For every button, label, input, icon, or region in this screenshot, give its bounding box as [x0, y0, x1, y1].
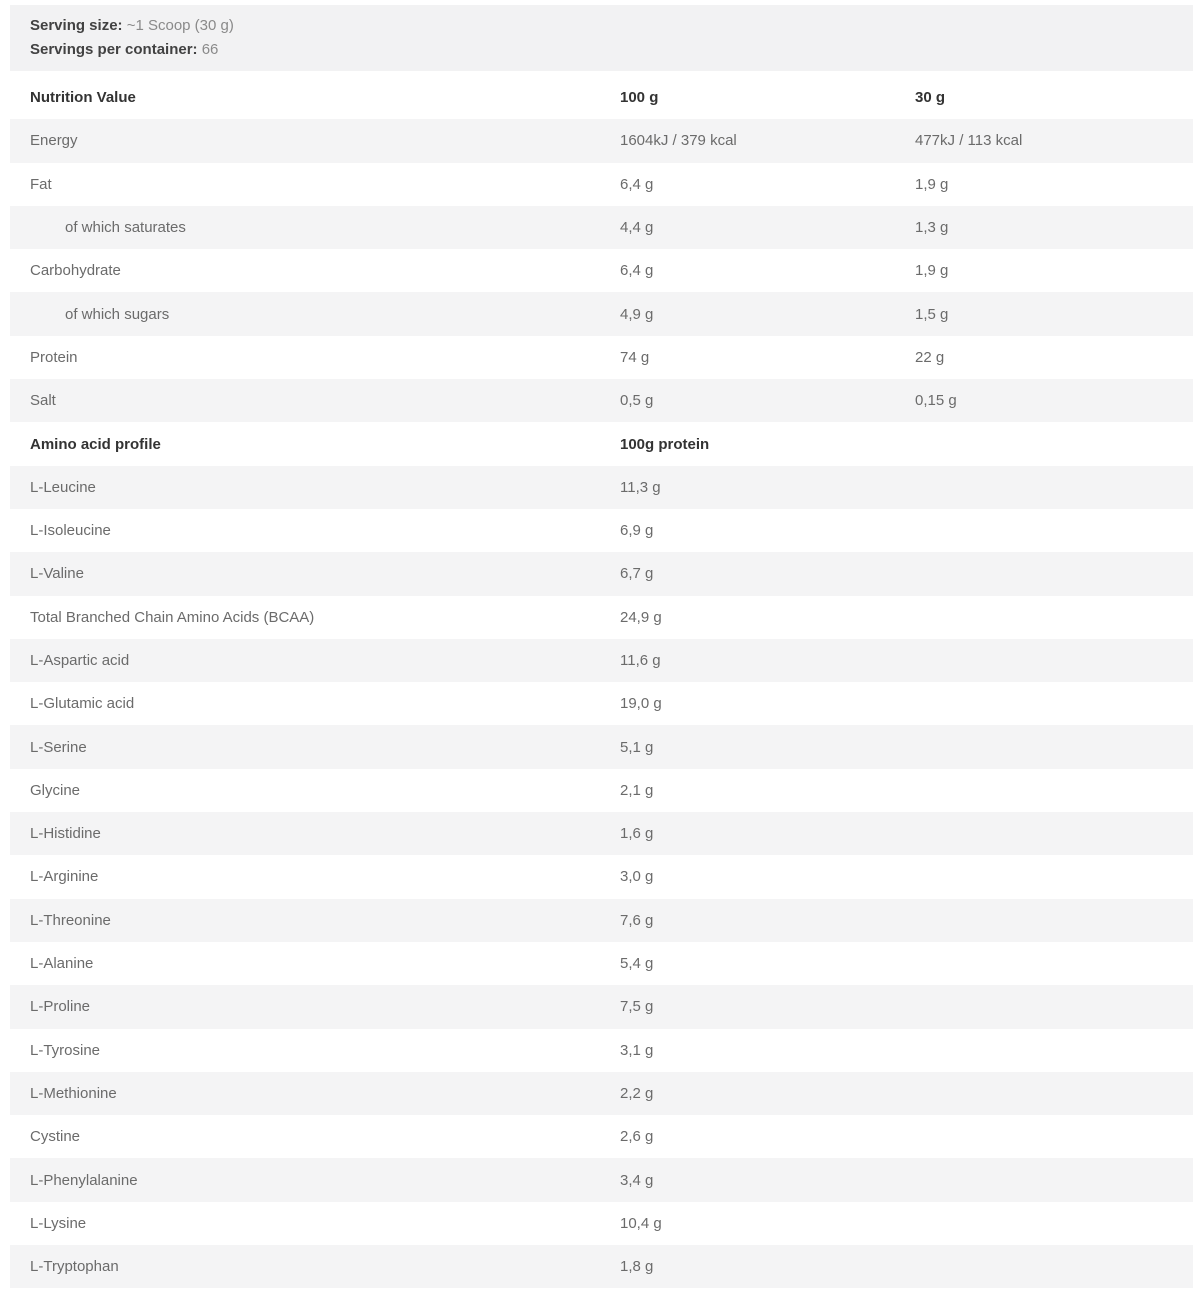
- amino-acid-label: L-Threonine: [30, 911, 111, 929]
- amino-acid-row: [10, 1158, 1193, 1201]
- amino-acid-value: 6,9 g: [620, 522, 654, 540]
- amino-acid-row: [10, 769, 1193, 812]
- per-100g-column-header: 100 g: [620, 89, 659, 107]
- amino-acid-row: [10, 1029, 1193, 1072]
- per-30g-column-header: 30 g: [915, 89, 946, 107]
- nutrient-label: Carbohydrate: [30, 262, 121, 280]
- nutrient-value-100g: 0,5 g: [620, 392, 654, 410]
- amino-acid-row: [10, 899, 1193, 942]
- nutrition-table-row: [10, 119, 1193, 162]
- amino-acid-label: L-Serine: [30, 738, 87, 756]
- amino-acid-value: 1,6 g: [620, 825, 654, 843]
- amino-acid-value: 10,4 g: [620, 1214, 662, 1232]
- nutrient-value-100g: 4,9 g: [620, 305, 654, 323]
- nutrition-table-row: [10, 336, 1193, 379]
- amino-acid-rows-section: [10, 466, 1193, 1289]
- serving-info-label: Servings per container:: [30, 41, 202, 58]
- nutrient-value-30g: 1,9 g: [915, 262, 949, 280]
- amino-acid-row: [10, 942, 1193, 985]
- amino-acid-row: [10, 596, 1193, 639]
- amino-acid-label: L-Alanine: [30, 955, 94, 973]
- amino-acid-label: L-Aspartic acid: [30, 652, 130, 669]
- amino-acid-row: [10, 509, 1193, 552]
- amino-acid-label: L-Leucine: [30, 478, 96, 496]
- serving-info-line: [30, 38, 1193, 62]
- amino-acid-value: 7,5 g: [620, 998, 654, 1016]
- amino-acid-row: [10, 855, 1193, 898]
- amino-acid-row: [10, 552, 1193, 595]
- nutrient-value-100g: 6,4 g: [620, 262, 654, 280]
- nutrient-value-30g: 0,15 g: [915, 392, 957, 410]
- amino-acid-profile-header-row: [10, 422, 1193, 465]
- amino-acid-label: L-Histidine: [30, 825, 101, 843]
- amino-acid-value: 5,4 g: [620, 955, 654, 973]
- nutrient-value-30g: 22 g: [915, 348, 945, 366]
- amino-acid-label: L-Valine: [30, 565, 84, 583]
- amino-acid-label: L-Methionine: [30, 1084, 117, 1102]
- nutrient-label: Energy: [30, 132, 78, 150]
- nutrient-label: of which sugars: [65, 305, 170, 323]
- amino-acid-label: L-Arginine: [30, 868, 99, 886]
- amino-acid-row: [10, 1115, 1193, 1158]
- amino-acid-value: 19,0 g: [620, 695, 662, 713]
- nutrient-label: of which saturates: [65, 219, 186, 237]
- amino-acid-label: Glycine: [30, 781, 81, 799]
- amino-acid-label: L-Glutamic acid: [30, 695, 135, 713]
- amino-acid-value: 11,3 g: [620, 478, 661, 496]
- serving-info-line: [30, 14, 1193, 38]
- amino-acid-value: 24,9 g: [620, 608, 662, 626]
- amino-acid-label: L-Tryptophan: [30, 1258, 119, 1276]
- nutrition-table-row: [10, 163, 1193, 206]
- amino-acid-label: L-Tyrosine: [30, 1041, 101, 1059]
- amino-acid-row: [10, 1245, 1193, 1288]
- amino-acid-value: 1,8 g: [620, 1258, 654, 1276]
- amino-acid-label: L-Lysine: [30, 1214, 87, 1232]
- nutrient-value-100g: 74 g: [620, 348, 650, 366]
- amino-100g-protein-header: 100g protein: [620, 435, 710, 453]
- amino-acid-label: Total Branched Chain Amino Acids (BCAA): [30, 608, 315, 626]
- amino-acid-value: 3,1 g: [620, 1041, 654, 1059]
- nutrient-value-30g: 1,9 g: [915, 175, 949, 193]
- amino-acid-row: [10, 1202, 1193, 1245]
- amino-acid-row: [10, 639, 1193, 682]
- nutrition-table: [10, 76, 1193, 1288]
- nutrition-rows-section: [10, 119, 1193, 422]
- amino-acid-label: Cystine: [30, 1128, 81, 1146]
- nutrition-table-row: [10, 249, 1193, 292]
- serving-info-box: [10, 5, 1193, 71]
- nutrition-table-header-row: [10, 76, 1193, 119]
- amino-acid-value: 2,6 g: [620, 1128, 654, 1146]
- nutrient-value-100g: 1604kJ / 379 kcal: [620, 132, 737, 150]
- amino-acid-value: 3,4 g: [620, 1171, 654, 1189]
- amino-acid-row: [10, 985, 1193, 1028]
- amino-acid-value: 2,2 g: [620, 1084, 654, 1102]
- nutrition-table-row: [10, 379, 1193, 422]
- nutrition-table-row: [10, 206, 1193, 249]
- nutrient-value-100g: 4,4 g: [620, 219, 654, 237]
- nutrient-label: Fat: [30, 175, 52, 193]
- amino-acid-label: L-Proline: [30, 998, 91, 1016]
- serving-info-value: 66: [201, 41, 219, 58]
- nutrition-value-column-header: Nutrition Value: [30, 89, 136, 107]
- nutrient-value-30g: 1,3 g: [915, 219, 949, 237]
- serving-info-value: ~1 Scoop (30 g): [126, 17, 234, 34]
- amino-acid-row: [10, 466, 1193, 509]
- nutrient-value-100g: 6,4 g: [620, 175, 654, 193]
- amino-acid-value: 11,6 g: [620, 652, 661, 669]
- amino-acid-label: L-Phenylalanine: [30, 1171, 138, 1189]
- nutrient-label: Protein: [30, 348, 78, 366]
- nutrition-table-row: [10, 292, 1193, 335]
- amino-acid-row: [10, 812, 1193, 855]
- nutrient-label: Salt: [30, 392, 56, 410]
- amino-acid-value: 7,6 g: [620, 911, 654, 929]
- amino-acid-value: 3,0 g: [620, 868, 654, 886]
- serving-info-label: Serving size:: [30, 17, 127, 34]
- nutrient-value-30g: 1,5 g: [915, 305, 949, 323]
- amino-acid-value: 5,1 g: [620, 738, 654, 756]
- amino-acid-profile-header: Amino acid profile: [30, 435, 161, 453]
- amino-acid-row: [10, 1072, 1193, 1115]
- amino-acid-row: [10, 682, 1193, 725]
- amino-acid-value: 2,1 g: [620, 781, 654, 799]
- amino-acid-label: L-Isoleucine: [30, 522, 111, 540]
- amino-acid-row: [10, 725, 1193, 768]
- nutrient-value-30g: 477kJ / 113 kcal: [915, 132, 1023, 150]
- amino-acid-value: 6,7 g: [620, 565, 654, 583]
